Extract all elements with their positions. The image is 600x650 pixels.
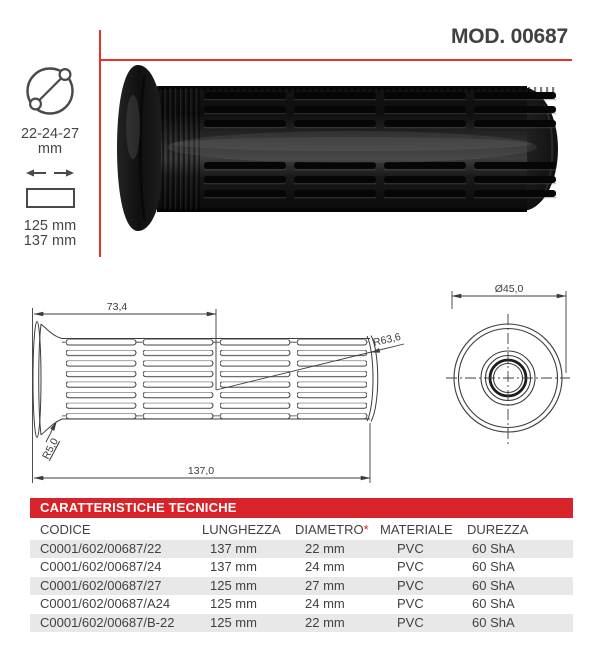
grip-length-rect-icon	[26, 188, 75, 208]
table-cell-diametro: 22 mm	[305, 541, 345, 556]
dimension-label-flange-radius: R5,0	[40, 436, 62, 462]
table-row	[30, 614, 573, 632]
diameter-spec	[0, 66, 100, 157]
table-cell-materiale: PVC	[397, 614, 424, 630]
side-view-drawing	[33, 322, 378, 438]
table-cell-materiale: PVC	[397, 577, 424, 593]
table-cell-diametro: 24 mm	[305, 596, 345, 612]
table-cell-durezza: 60 ShA	[472, 596, 515, 612]
table-cell-codice: C0001/602/00687/27	[40, 577, 162, 593]
length-spec	[0, 166, 100, 249]
column-header-codice: CODICE	[40, 522, 91, 537]
column-header-durezza: DUREZZA	[467, 522, 529, 537]
table-row	[30, 595, 573, 613]
table-body	[30, 540, 573, 632]
diametro-asterisk: *	[363, 522, 369, 537]
column-header-lunghezza: LUNGHEZZA	[202, 522, 281, 537]
table-cell-diametro: 22 mm	[305, 614, 345, 630]
table-header-row	[30, 518, 573, 540]
dimension-label-outer-diameter: Ø45,0	[494, 283, 524, 295]
table-cell-lunghezza: 137 mm	[210, 559, 257, 575]
table-cell-materiale: PVC	[397, 559, 424, 575]
characteristics-table	[30, 498, 573, 632]
table-title: CARATTERISTICHE TECNICHE	[30, 498, 573, 518]
grip-grooves-top	[204, 92, 556, 134]
technical-drawing	[0, 278, 600, 495]
table-cell-durezza: 60 ShA	[472, 577, 515, 593]
table-cell-materiale: PVC	[397, 541, 424, 556]
table-cell-codice: C0001/602/00687/A24	[40, 596, 171, 612]
dimension-label-end-radius: R63,6	[371, 330, 402, 349]
end-view-drawing	[446, 314, 570, 444]
table-cell-durezza: 60 ShA	[472, 614, 515, 630]
table-row	[30, 540, 573, 558]
table-row	[30, 577, 573, 595]
table-cell-codice: C0001/602/00687/24	[40, 559, 162, 575]
diameter-unit: mm	[37, 141, 63, 157]
table-cell-materiale: PVC	[397, 596, 424, 612]
table-cell-lunghezza: 125 mm	[210, 577, 257, 593]
length-value-1: 125 mm	[23, 218, 77, 234]
length-value-2: 137 mm	[23, 233, 77, 249]
product-photo	[112, 61, 562, 237]
table-cell-codice: C0001/602/00687/B-22	[40, 614, 175, 630]
grip-grooves-bottom	[204, 162, 556, 204]
dimension-label-total-length: 137,0	[187, 465, 215, 477]
dimension-label-flange-length: 73,4	[106, 301, 128, 313]
page-title: MOD. 00687	[450, 25, 568, 48]
column-header-diametro: DIAMETRO*	[295, 522, 369, 537]
table-cell-lunghezza: 137 mm	[210, 541, 257, 556]
column-header-materiale: MATERIALE	[380, 522, 453, 537]
table-cell-durezza: 60 ShA	[472, 541, 515, 556]
table-cell-lunghezza: 125 mm	[210, 596, 257, 612]
diameter-icon	[23, 66, 77, 116]
table-cell-durezza: 60 ShA	[472, 559, 515, 575]
table-cell-diametro: 24 mm	[305, 559, 345, 575]
diameter-values: 22-24-27	[20, 126, 80, 142]
table-cell-lunghezza: 125 mm	[210, 614, 257, 630]
width-arrows-icon	[25, 166, 75, 180]
table-row	[30, 558, 573, 576]
table-cell-diametro: 27 mm	[305, 577, 345, 593]
table-cell-codice: C0001/602/00687/22	[40, 541, 162, 556]
